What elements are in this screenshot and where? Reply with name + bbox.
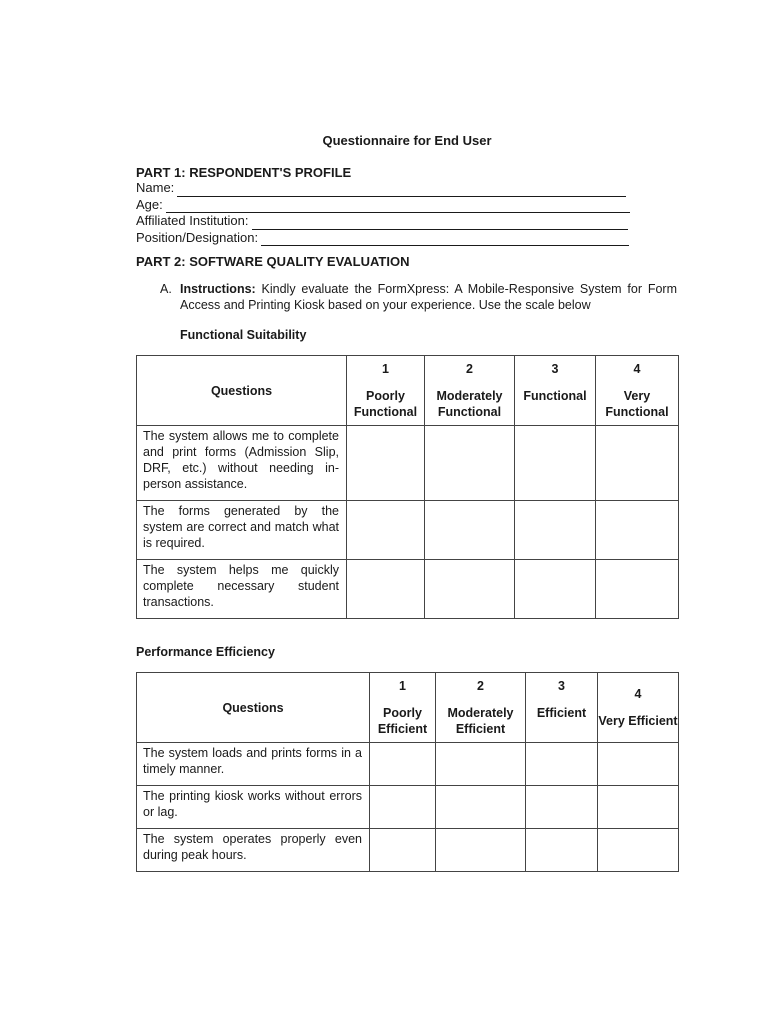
rating-cell[interactable] — [436, 829, 526, 872]
name-label: Name: — [136, 180, 175, 195]
institution-blank[interactable] — [252, 218, 628, 230]
rating-cell[interactable] — [370, 743, 436, 786]
table-row — [137, 501, 679, 560]
rating-cell[interactable] — [596, 501, 679, 560]
rating-cell[interactable] — [515, 426, 596, 501]
scale-label: Efficient — [536, 705, 587, 720]
respondent-profile — [136, 180, 636, 246]
part1-heading: PART 1: RESPONDENT'S PROFILE — [136, 165, 352, 180]
institution-field[interactable] — [136, 213, 636, 230]
rating-cell[interactable] — [370, 786, 436, 829]
rating-cell[interactable] — [596, 426, 679, 501]
scale-header — [526, 673, 598, 743]
scale-header — [515, 356, 596, 426]
table-row — [137, 426, 679, 501]
instructions-text: Kindly evaluate the FormXpress: A Mobile-Responsive System for Form Access and Printing Kiosk based on your experience. Use the scale below — [180, 282, 677, 312]
scale-label: Functional — [523, 388, 587, 403]
question-text: The system allows me to complete and print forms (Admission Slip, DRF, etc.) without needing in-person assistance. — [137, 426, 347, 501]
scale-header — [436, 673, 526, 743]
question-text: The printing kiosk works without errors or lag. — [137, 786, 370, 829]
scale-number: 4 — [634, 686, 642, 701]
rating-cell[interactable] — [598, 786, 679, 829]
scale-label: Poorly Efficient — [377, 705, 428, 736]
rating-cell[interactable] — [596, 560, 679, 619]
rating-cell[interactable] — [425, 426, 515, 501]
table-row — [137, 743, 679, 786]
scale-label: Moderately Efficient — [447, 705, 514, 736]
questions-header: Questions — [137, 673, 370, 743]
functional-suitability-title: Functional Suitability — [180, 328, 307, 342]
functional-suitability-table — [136, 355, 679, 619]
rating-cell[interactable] — [425, 560, 515, 619]
scale-number: 2 — [477, 678, 484, 693]
page-title: Questionnaire for End User — [322, 133, 492, 148]
age-blank[interactable] — [166, 201, 630, 213]
scale-header — [596, 356, 679, 426]
list-marker: A. — [160, 282, 172, 296]
rating-cell[interactable] — [347, 560, 425, 619]
rating-cell[interactable] — [515, 560, 596, 619]
scale-label: Very Efficient — [598, 713, 678, 728]
age-field[interactable] — [136, 197, 636, 214]
scale-number: 2 — [466, 361, 473, 376]
scale-label: Very Functional — [605, 388, 669, 419]
position-field[interactable] — [136, 230, 636, 247]
scale-header — [598, 673, 679, 743]
scale-header — [347, 356, 425, 426]
table-row — [137, 560, 679, 619]
rating-cell[interactable] — [598, 829, 679, 872]
rating-cell[interactable] — [526, 829, 598, 872]
scale-number: 3 — [551, 361, 559, 376]
name-field[interactable] — [136, 180, 636, 197]
performance-efficiency-title: Performance Efficiency — [136, 645, 275, 659]
age-label: Age: — [136, 196, 163, 212]
scale-number: 1 — [382, 361, 389, 376]
questions-header: Questions — [137, 356, 347, 426]
rating-cell[interactable] — [436, 786, 526, 829]
table-header-row — [137, 673, 679, 743]
scale-header — [370, 673, 436, 743]
table-row — [137, 829, 679, 872]
position-blank[interactable] — [261, 234, 629, 246]
position-label: Position/Designation: — [136, 229, 259, 245]
scale-header — [425, 356, 515, 426]
rating-cell[interactable] — [347, 501, 425, 560]
rating-cell[interactable] — [598, 743, 679, 786]
rating-cell[interactable] — [370, 829, 436, 872]
scale-number: 1 — [399, 678, 406, 693]
instructions — [160, 281, 677, 313]
question-text: The system helps me quickly complete necessary student transactions. — [137, 560, 347, 619]
rating-cell[interactable] — [526, 743, 598, 786]
performance-efficiency-table — [136, 672, 679, 872]
table-row — [137, 786, 679, 829]
part2-heading: PART 2: SOFTWARE QUALITY EVALUATION — [136, 254, 410, 269]
scale-number: 3 — [558, 678, 565, 693]
rating-cell[interactable] — [347, 426, 425, 501]
rating-cell[interactable] — [526, 786, 598, 829]
rating-cell[interactable] — [515, 501, 596, 560]
scale-number: 4 — [633, 361, 641, 376]
scale-label: Poorly Functional — [353, 388, 418, 419]
rating-cell[interactable] — [425, 501, 515, 560]
question-text: The system loads and prints forms in a timely manner. — [137, 743, 370, 786]
name-blank[interactable] — [177, 185, 626, 197]
instructions-label: Instructions: — [180, 282, 256, 296]
question-text: The system operates properly even during peak hours. — [137, 829, 370, 872]
institution-label: Affiliated Institution: — [136, 213, 249, 228]
scale-label: Moderately Functional — [436, 388, 503, 419]
rating-cell[interactable] — [436, 743, 526, 786]
question-text: The forms generated by the system are correct and match what is required. — [137, 501, 347, 560]
table-header-row — [137, 356, 679, 426]
